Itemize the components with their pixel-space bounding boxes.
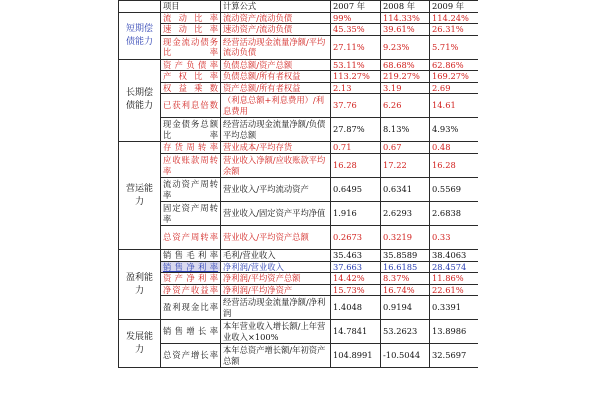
- value-2007-cell: 35.463: [331, 250, 381, 262]
- formula-cell: 本年总资产增长额/年初资产总额: [221, 344, 331, 368]
- header-year-2008: 2008 年: [381, 1, 430, 13]
- value-2009-cell: 4.93%: [430, 118, 479, 142]
- financial-ratio-table-sheet: [118, 0, 478, 400]
- value-2007-cell: 2.13: [331, 82, 381, 94]
- value-2009-cell: 26.31%: [430, 24, 479, 36]
- table-row: [119, 296, 479, 320]
- table-row: [119, 226, 479, 250]
- value-2009-cell: 2.6838: [430, 202, 479, 226]
- ratio-name-cell: 资产净利率: [161, 273, 221, 285]
- formula-cell: 毛利/营业收入: [221, 250, 331, 262]
- formula-cell: 营业收入/平均流动资产: [221, 178, 331, 202]
- value-2008-cell: 219.27%: [381, 71, 430, 83]
- value-2007-cell: 113.27%: [331, 71, 381, 83]
- header-year-2009: 2009 年: [430, 1, 479, 13]
- category-cell: 长期偿债能力: [119, 59, 161, 142]
- formula-cell: 经营活动现金流量净额/净利润: [221, 296, 331, 320]
- formula-cell: 净利润/营业收入: [221, 261, 331, 273]
- ratio-name-cell: 总资产增长率: [161, 344, 221, 368]
- value-2008-cell: 0.67: [381, 142, 430, 154]
- value-2007-cell: 16.28: [331, 154, 381, 178]
- table-row: [119, 202, 479, 226]
- table-row: [119, 178, 479, 202]
- value-2007-cell: 53.11%: [331, 59, 381, 71]
- value-2009-cell: 32.5697: [430, 344, 479, 368]
- formula-cell: 资产总额/所有者权益: [221, 82, 331, 94]
- header-item: 项目: [161, 1, 221, 13]
- value-2009-cell: 28.4574: [430, 261, 479, 273]
- formula-cell: （利息总额+利息费用）/利息费用: [221, 94, 331, 118]
- value-2008-cell: 8.37%: [381, 273, 430, 285]
- value-2009-cell: 38.4063: [430, 250, 479, 262]
- value-2009-cell: 5.71%: [430, 35, 479, 59]
- ratio-name-cell: 产权比率: [161, 71, 221, 83]
- ratio-name-cell: 盈利现金比率: [161, 296, 221, 320]
- value-2009-cell: 14.61: [430, 94, 479, 118]
- ratio-name-cell: 销售增长率: [161, 320, 221, 344]
- value-2009-cell: 13.8986: [430, 320, 479, 344]
- table-row: [119, 71, 479, 83]
- formula-cell: 本年营业收入增长额/上年营业收入×100%: [221, 320, 331, 344]
- formula-cell: 经营活动现金流量净额/负债平均总额: [221, 118, 331, 142]
- value-2007-cell: 27.87%: [331, 118, 381, 142]
- value-2007-cell: 104.8991: [331, 344, 381, 368]
- table-row: [119, 59, 479, 71]
- value-2007-cell: 37.76: [331, 94, 381, 118]
- value-2009-cell: 114.24%: [430, 12, 479, 24]
- ratio-name-cell: 权益乘数: [161, 82, 221, 94]
- table-row: [119, 118, 479, 142]
- value-2009-cell: 11.86%: [430, 273, 479, 285]
- value-2008-cell: 17.22: [381, 154, 430, 178]
- table-row: [119, 261, 479, 273]
- table-row: [119, 284, 479, 296]
- financial-ratio-table: [118, 0, 478, 368]
- table-row: [119, 142, 479, 154]
- ratio-name-cell: 固定资产周转率: [161, 202, 221, 226]
- value-2008-cell: 8.13%: [381, 118, 430, 142]
- category-cell: 短期偿债能力: [119, 12, 161, 59]
- value-2008-cell: 53.2623: [381, 320, 430, 344]
- value-2008-cell: 39.61%: [381, 24, 430, 36]
- table-row: [119, 94, 479, 118]
- ratio-name-cell: 销售毛利率: [161, 250, 221, 262]
- table-body: [119, 1, 479, 368]
- table-row: [119, 154, 479, 178]
- value-2009-cell: 0.33: [430, 226, 479, 250]
- value-2008-cell: 68.68%: [381, 59, 430, 71]
- value-2007-cell: 14.42%: [331, 273, 381, 285]
- category-cell: 发展能力: [119, 320, 161, 368]
- value-2009-cell: 16.28: [430, 154, 479, 178]
- formula-cell: 营业收入净额/应收账款平均余额: [221, 154, 331, 178]
- value-2008-cell: 16.6185: [381, 261, 430, 273]
- value-2007-cell: 14.7841: [331, 320, 381, 344]
- formula-cell: 营业收入/平均资产总额: [221, 226, 331, 250]
- header-formula: 计算公式: [221, 1, 331, 13]
- value-2008-cell: 6.26: [381, 94, 430, 118]
- header-row: [119, 1, 479, 13]
- table-row: [119, 250, 479, 262]
- category-cell: 盈利能力: [119, 250, 161, 320]
- value-2009-cell: 0.3391: [430, 296, 479, 320]
- formula-cell: 速动资产/流动负债: [221, 24, 331, 36]
- value-2008-cell: 0.6341: [381, 178, 430, 202]
- table-row: [119, 320, 479, 344]
- ratio-name-cell: 总资产周转率: [161, 226, 221, 250]
- ratio-name-cell: [161, 261, 221, 273]
- value-2009-cell: 22.61%: [430, 284, 479, 296]
- value-2007-cell: 99%: [331, 12, 381, 24]
- formula-cell: 负债总额/资产总额: [221, 59, 331, 71]
- value-2008-cell: 0.9194: [381, 296, 430, 320]
- value-2008-cell: 9.23%: [381, 35, 430, 59]
- value-2008-cell: -10.5044: [381, 344, 430, 368]
- category-cell: 营运能力: [119, 142, 161, 250]
- value-2007-cell: 1.4048: [331, 296, 381, 320]
- value-2008-cell: 2.6293: [381, 202, 430, 226]
- ratio-name-cell: 速动比率: [161, 24, 221, 36]
- ratio-name-cell: 净资产收益率: [161, 284, 221, 296]
- formula-cell: 经营活动现金流量净额/平均流动负债: [221, 35, 331, 59]
- formula-cell: 净利润/平均净资产: [221, 284, 331, 296]
- formula-cell: 营业收入/固定资产平均净值: [221, 202, 331, 226]
- ratio-name-cell: 现金流动债务比率: [161, 35, 221, 59]
- formula-cell: 营业成本/平均存货: [221, 142, 331, 154]
- value-2007-cell: 1.916: [331, 202, 381, 226]
- value-2008-cell: 0.3219: [381, 226, 430, 250]
- value-2007-cell: 0.71: [331, 142, 381, 154]
- value-2008-cell: 16.74%: [381, 284, 430, 296]
- value-2009-cell: 0.48: [430, 142, 479, 154]
- value-2007-cell: 0.6495: [331, 178, 381, 202]
- value-2007-cell: 0.2673: [331, 226, 381, 250]
- formula-cell: 流动资产/流动负债: [221, 12, 331, 24]
- table-row: [119, 82, 479, 94]
- value-2009-cell: 62.86%: [430, 59, 479, 71]
- value-2007-cell: 37.663: [331, 261, 381, 273]
- table-row: [119, 344, 479, 368]
- ratio-name-cell: 存货周转率: [161, 142, 221, 154]
- table-row: [119, 12, 479, 24]
- ratio-name-cell: 已获利息倍数: [161, 94, 221, 118]
- value-2009-cell: 169.27%: [430, 71, 479, 83]
- ratio-name-cell: 资产负债率: [161, 59, 221, 71]
- value-2008-cell: 114.33%: [381, 12, 430, 24]
- ratio-name-cell: 流动比率: [161, 12, 221, 24]
- value-2007-cell: 27.11%: [331, 35, 381, 59]
- header-year-2007: 2007 年: [331, 1, 381, 13]
- value-2009-cell: 0.5569: [430, 178, 479, 202]
- formula-cell: 负债总额/所有者权益: [221, 71, 331, 83]
- formula-cell: 净利润/平均资产总额: [221, 273, 331, 285]
- ratio-name-link-text: 销售净利率: [163, 261, 218, 272]
- ratio-name-cell: 现金债务总额比率: [161, 118, 221, 142]
- ratio-name-cell: 应收账款周转率: [161, 154, 221, 178]
- value-2009-cell: 2.69: [430, 82, 479, 94]
- value-2007-cell: 45.35%: [331, 24, 381, 36]
- header-category-cell: [119, 1, 161, 13]
- value-2008-cell: 3.19: [381, 82, 430, 94]
- value-2007-cell: 15.73%: [331, 284, 381, 296]
- table-row: [119, 35, 479, 59]
- table-row: [119, 24, 479, 36]
- table-row: [119, 273, 479, 285]
- value-2008-cell: 35.8589: [381, 250, 430, 262]
- ratio-name-cell: 流动资产周转率: [161, 178, 221, 202]
